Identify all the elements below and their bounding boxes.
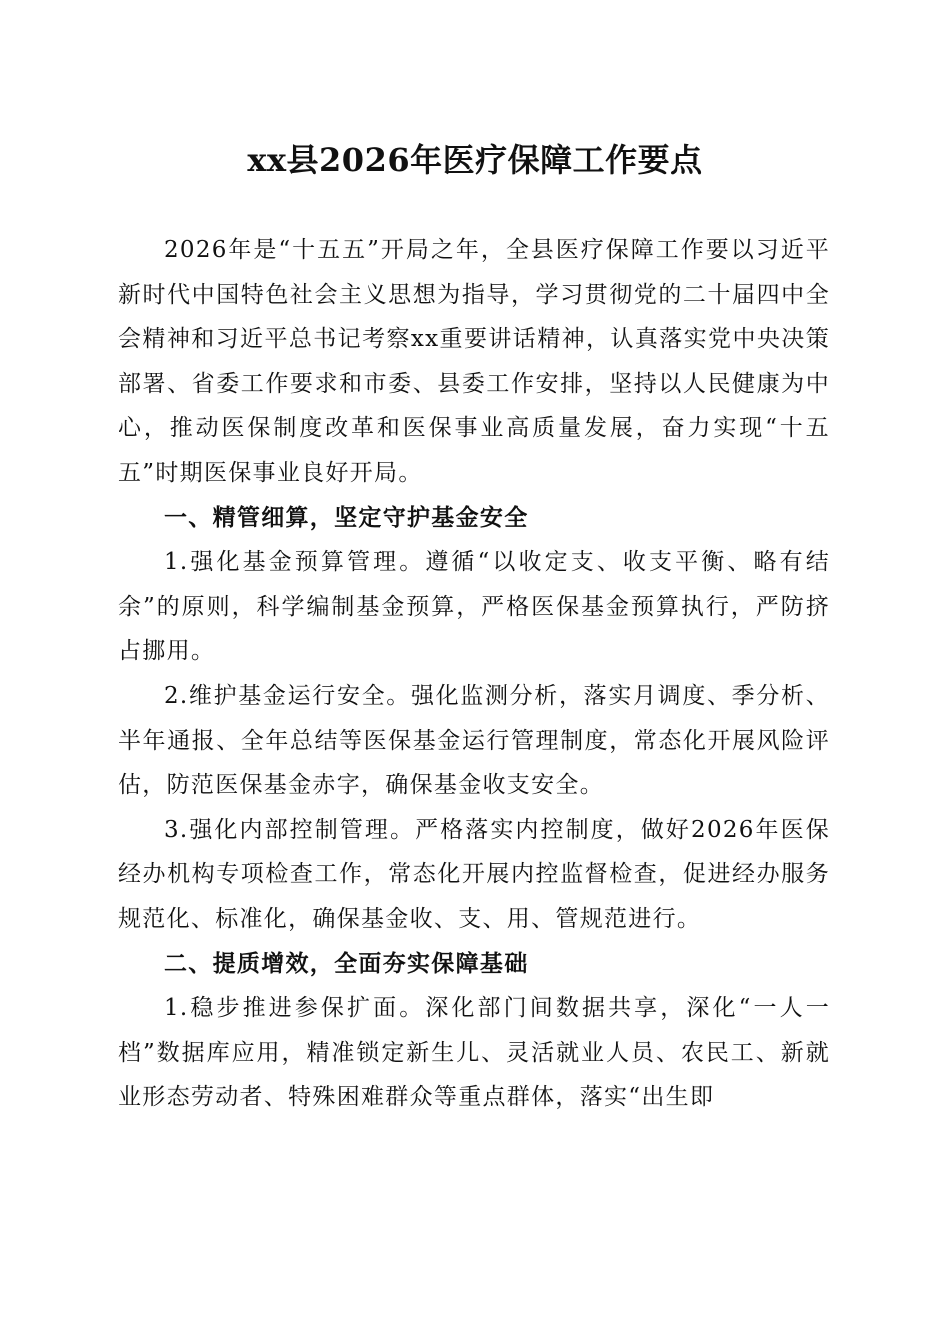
section-heading-1: 一、精管细算，坚定守护基金安全 bbox=[164, 504, 529, 531]
document-body bbox=[118, 228, 830, 1120]
item-paragraph: 2.维护基金运行安全。强化监测分析，落实月调度、季分析、半年通报、全年总结等医保基金运行管理制度，常态化开展风险评估，防范医保基金赤字，确保基金收支安全。 bbox=[118, 682, 830, 799]
section-heading-2: 二、提质增效，全面夯实保障基础 bbox=[164, 950, 529, 977]
item-paragraph: 1.稳步推进参保扩面。深化部门间数据共享，深化“一人一档”数据库应用，精准锁定新生儿、灵活就业人员、农民工、新就业形态劳动者、特殊困难群众等重点群体，落实“出生即 bbox=[118, 995, 830, 1111]
document-title: xx县2026年医疗保障工作要点 bbox=[247, 141, 703, 179]
item-paragraph: 3.强化内部控制管理。严格落实内控制度，做好2026年医保经办机构专项检查工作，常态化开展内控监督检查，促进经办服务规范化、标准化，确保基金收、支、用、管规范进行。 bbox=[118, 816, 830, 932]
item-paragraph: 1.强化基金预算管理。遵循“以收定支、收支平衡、略有结余”的原则，科学编制基金预算，严格医保基金预算执行，严防挤占挪用。 bbox=[118, 549, 830, 665]
intro-paragraph: 2026年是“十五五”开局之年，全县医疗保障工作要以习近平新时代中国特色社会主义思想为指导，学习贯彻党的二十届四中全会精神和习近平总书记考察xx重要讲话精神，认真落实党中央决策部署、省委工作要求和市委、县委工作安排，坚持以人民健康为中心，推动医保制度改革和医保事业高质量发展，奋力实现“十五五”时期医保事业良好开局。 bbox=[118, 237, 830, 486]
